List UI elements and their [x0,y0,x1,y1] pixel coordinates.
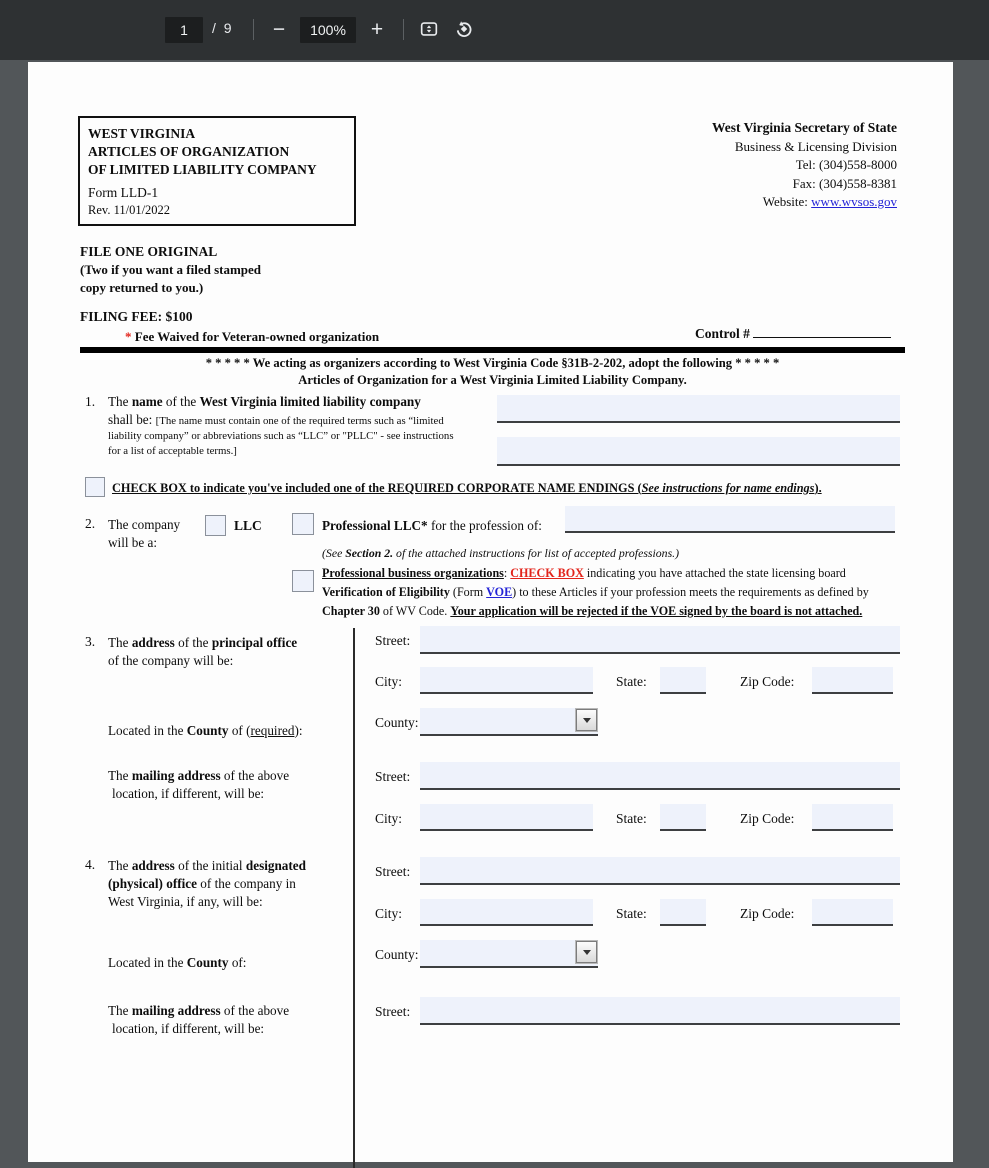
street-label: Street: [375,633,411,648]
form-title-line: WEST VIRGINIA [88,126,196,141]
sec3-mail-street-input[interactable] [420,762,900,790]
fit-to-page-icon [418,18,440,40]
pdf-toolbar [0,0,989,60]
sec3-mail-state-input[interactable] [660,804,706,831]
sec4-zip-input[interactable] [812,899,893,926]
professional-llc-checkbox[interactable] [292,513,314,535]
voe-checkbox[interactable] [292,570,314,592]
sec4-county-text: Located in the County of: [108,955,247,970]
sec3-zip-input[interactable] [812,667,893,694]
sec4-city-input[interactable] [420,899,593,926]
city-label: City: [375,906,403,921]
fit-to-page-button[interactable] [412,12,446,46]
toolbar-divider [403,19,404,40]
form-number: Form LLD-1 [88,185,159,200]
form-title-line: OF LIMITED LIABILITY COMPANY [88,162,317,177]
item3-number: 3. [85,634,96,649]
zoom-out-button[interactable]: − [262,12,296,46]
sec3-mail-city-input[interactable] [420,804,593,831]
control-number: Control # [695,323,891,342]
county-label: County: [375,947,419,962]
name-ending-text: CHECK BOX to indicate you've included one of the REQUIRED CORPORATE NAME ENDINGS (See instructions for name endings). [112,481,822,495]
agency-name: West Virginia Secretary of State [712,120,897,135]
column-divider-line [353,628,355,1168]
chevron-down-icon [583,718,591,723]
item3-text: The address of the principal office of the company will be: [108,635,298,668]
banner-line2: Articles of Organization for a West Virginia Limited Liability Company. [298,373,687,387]
voe-text: Professional business organizations: CHECK BOX indicating you have attached the state licensing board Verification of Eligibility (Form VOE) to these Articles if your profession meets the requirements as defined by Chapter 30 of WV Code. Your application will be rejected if the VOE signed by the board is not attached. [322,566,869,618]
name-ending-checkbox[interactable] [85,477,105,497]
sec3-street-input[interactable] [420,626,900,654]
state-label: State: [616,906,647,921]
sec3-county-select[interactable] [420,708,598,736]
fee-waived-note: * Fee Waived for Veteran-owned organization [125,329,380,344]
check-box-emphasis: CHECK BOX [510,566,584,580]
city-label: City: [375,811,403,826]
section-divider-bar [80,347,905,353]
website-link[interactable]: www.wvsos.gov [811,194,897,209]
page-count-label: / 9 [212,20,234,36]
company-name-input-line2[interactable] [497,437,900,466]
sec3-city-input[interactable] [420,667,593,694]
street-label: Street: [375,864,411,879]
zip-label: Zip Code: [740,674,795,689]
zip-label: Zip Code: [740,906,795,921]
profession-input[interactable] [565,506,895,533]
city-label: City: [375,674,403,689]
website-label: Website: [762,194,812,209]
filing-fee: FILING FEE: $100 [80,309,193,324]
voe-link[interactable]: VOE [486,585,513,599]
street-label: Street: [375,1004,411,1019]
page-number-input[interactable]: 1 [165,17,203,43]
form-revision: Rev. 11/01/2022 [88,203,171,217]
item4-number: 4. [85,857,96,872]
banner-line1: * * * * * We acting as organizers according to West Virginia Code §31B-2-202, adopt the following * * * * * [205,356,780,370]
control-number-line[interactable] [753,323,891,338]
agency-tel: Tel: (304)558-8000 [795,157,897,172]
chevron-down-icon [583,950,591,955]
sec4-street-input[interactable] [420,857,900,885]
profession-note: (See Section 2. of the attached instructions for list of accepted professions.) [322,546,680,560]
state-label: State: [616,674,647,689]
sec3-state-input[interactable] [660,667,706,694]
sec4-mailing-text: The mailing address of the above location, if different, will be: [108,1003,290,1036]
agency-division: Business & Licensing Division [734,138,897,154]
llc-checkbox[interactable] [205,515,226,536]
item1-number: 1. [85,394,96,409]
sec3-mailing-text: The mailing address of the above location, if different, will be: [108,768,290,801]
state-label: State: [616,811,647,826]
item2-number: 2. [85,516,96,531]
pdf-page [28,62,953,1162]
dropdown-button[interactable] [576,709,597,731]
zoom-in-button[interactable]: + [360,12,394,46]
sec4-state-input[interactable] [660,899,706,926]
zip-label: Zip Code: [740,811,795,826]
sec4-mail-street-input[interactable] [420,997,900,1025]
form-title-line: ARTICLES OF ORGANIZATION [88,144,290,159]
llc-label: LLC [234,518,262,533]
rotate-counterclockwise-icon [453,18,475,40]
street-label: Street: [375,769,411,784]
sec3-mail-zip-input[interactable] [812,804,893,831]
toolbar-divider [253,19,254,40]
agency-block [712,119,897,212]
form-title-box [78,116,356,226]
item1-text: The name of the West Virginia limited liability company shall be: [The name must contain one of the required terms such as “limited liability company” or abbreviations such as “LLC” or "PLLC" - see instructions for a list of acceptable terms.] [108,394,454,457]
dropdown-button[interactable] [576,941,597,963]
agency-fax: Fax: (304)558-8381 [792,175,897,191]
sec3-county-text: Located in the County of (required): [108,723,303,738]
professional-llc-label: Professional LLC* for the profession of: [322,518,542,533]
item4-text: The address of the initial designated (physical) office of the company in West Virginia, if any, will be: [108,858,306,909]
rotate-button[interactable] [447,12,481,46]
company-name-input-line1[interactable] [497,395,900,423]
county-label: County: [375,715,419,730]
file-original-note: FILE ONE ORIGINAL (Two if you want a filed stamped copy returned to you.) [80,244,262,295]
item2-text: The company will be a: [108,517,181,550]
sec4-county-select[interactable] [420,940,598,968]
zoom-level-input[interactable]: 100% [300,17,356,43]
